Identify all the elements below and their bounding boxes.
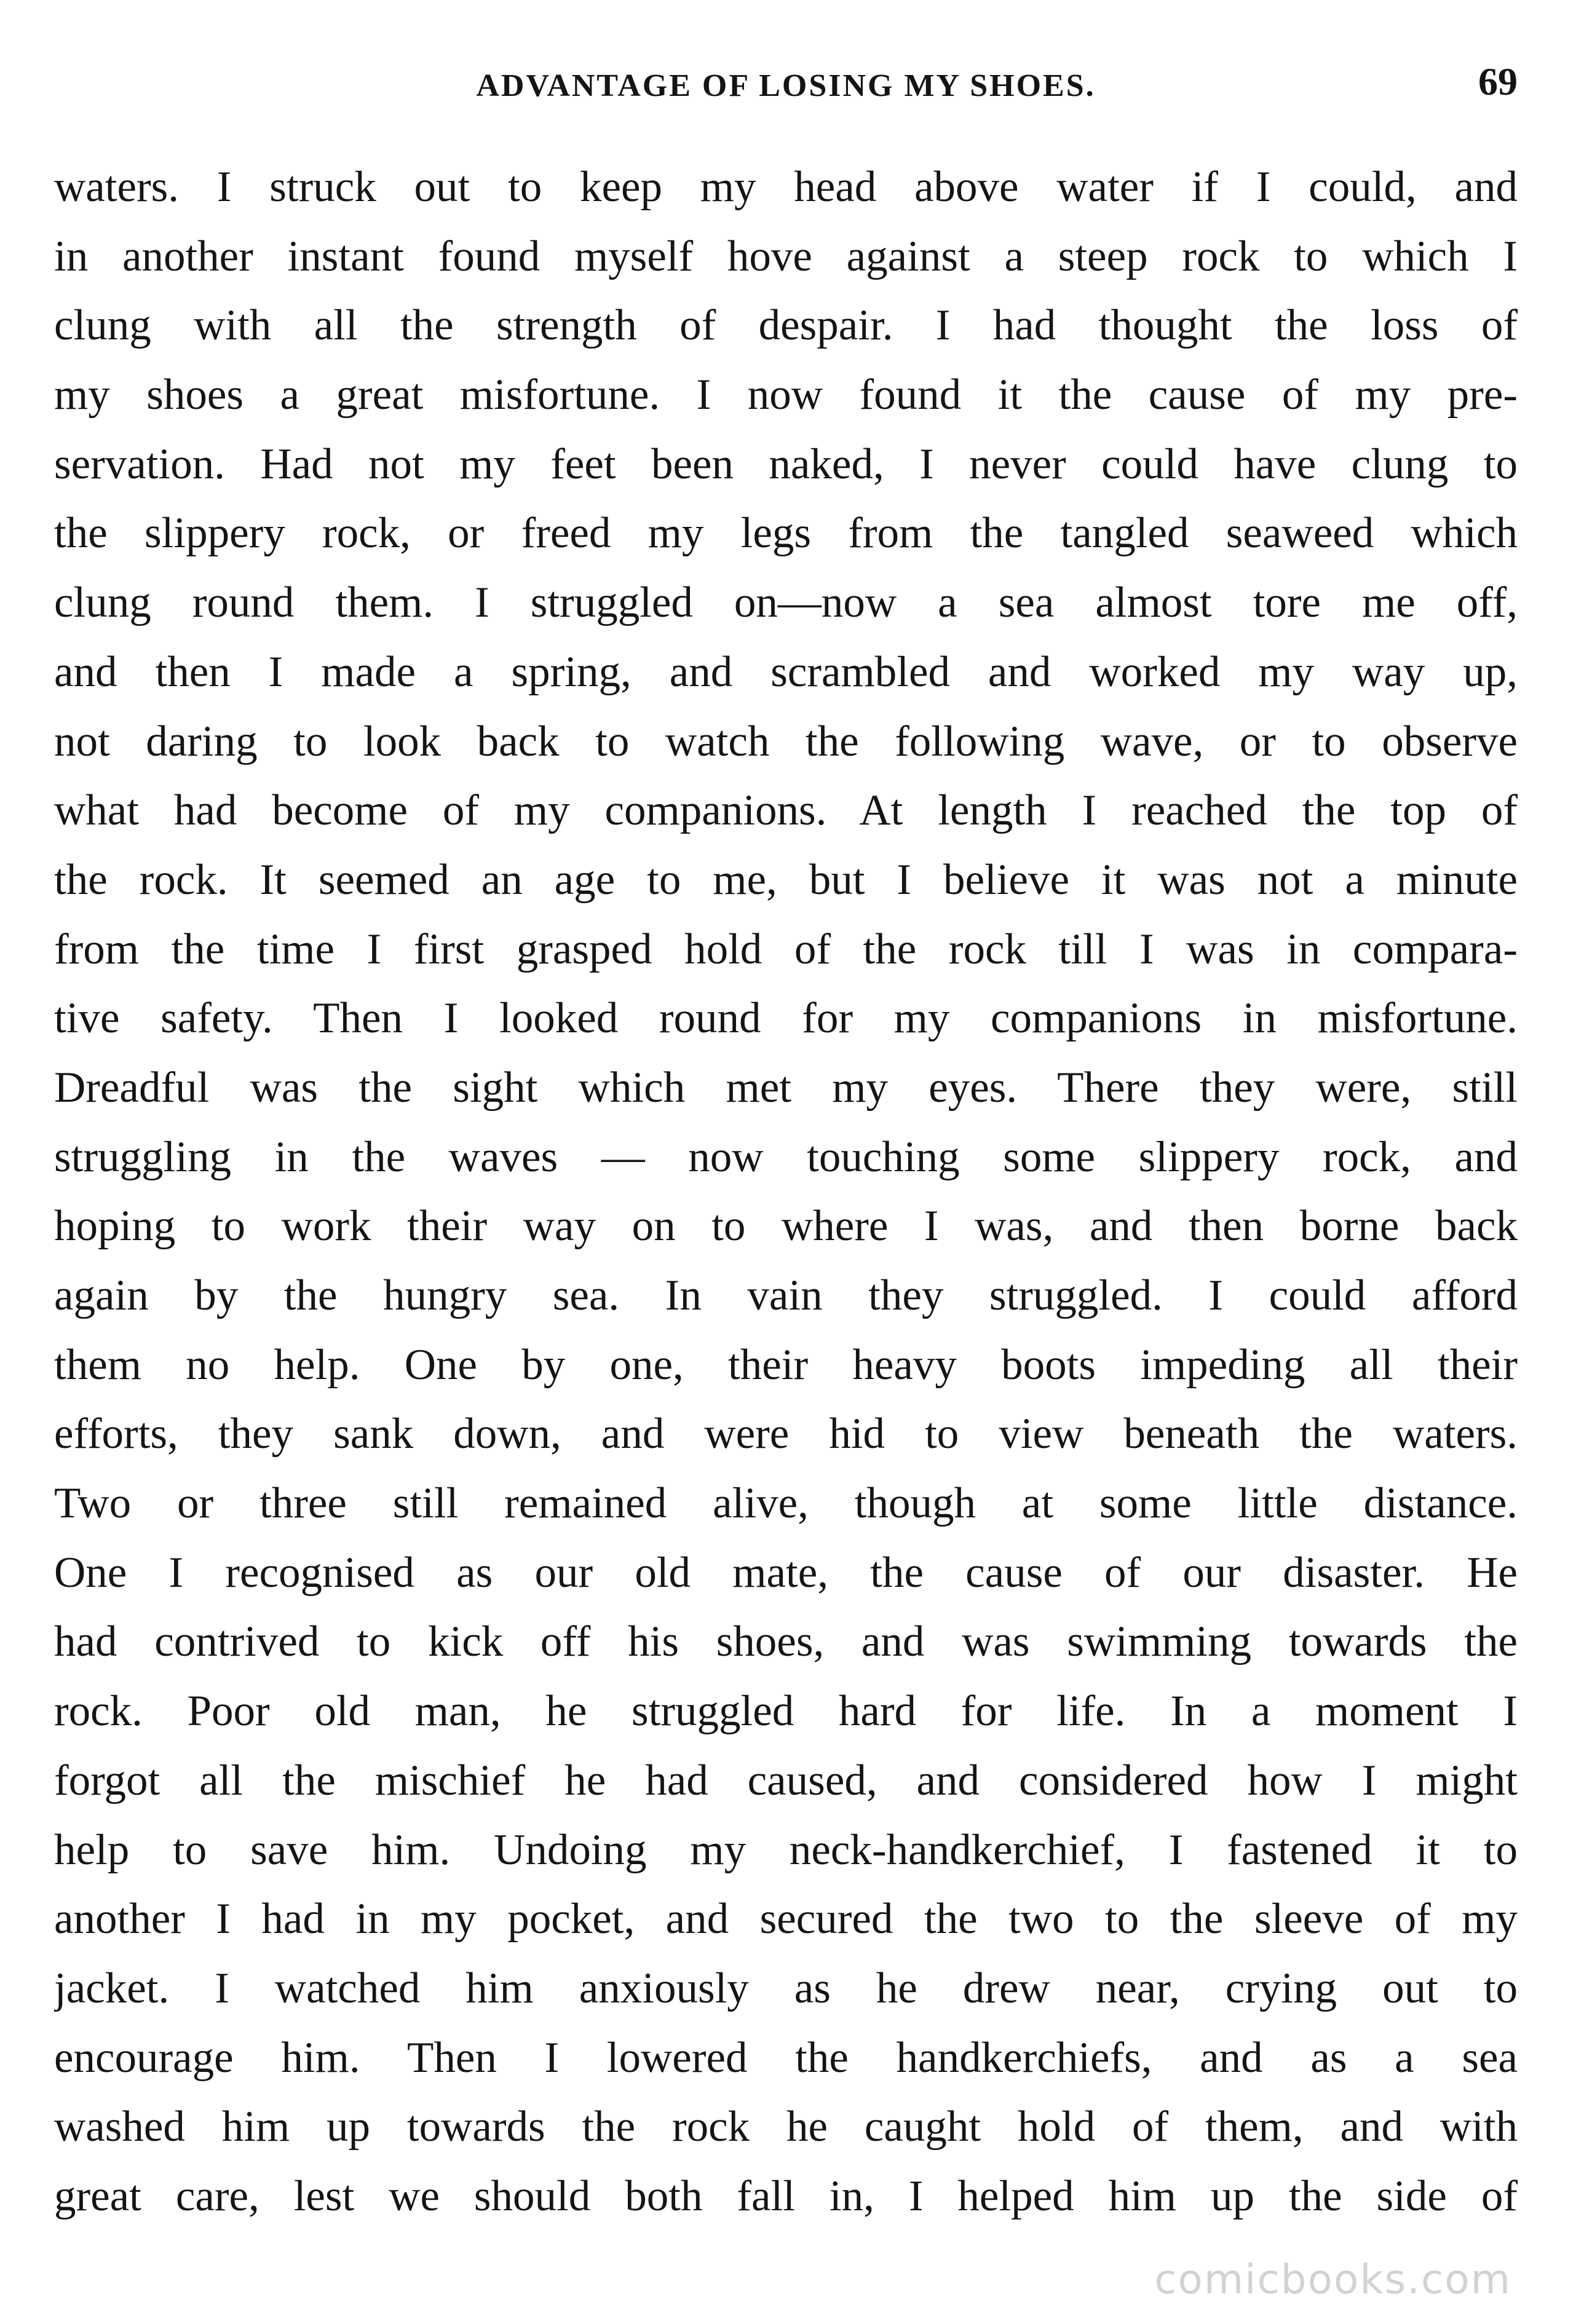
- text-line: help to save him. Undoing my neck-handkerchief, I fastened it to: [54, 1825, 1518, 1874]
- text-line: clung with all the strength of despair. I had thought the loss of: [54, 301, 1518, 350]
- text-line: what had become of my companions. At length I reached the top of: [54, 786, 1518, 835]
- text-line: not daring to look back to watch the following wave, or to observe: [54, 717, 1518, 765]
- text-line: had contrived to kick off his shoes, and was swimming towards the: [54, 1618, 1518, 1666]
- text-line: another I had in my pocket, and secured the two to the sleeve of my: [54, 1895, 1518, 1943]
- page-number: 69: [1478, 60, 1518, 103]
- text-line: great care, lest we should both fall in, I helped him up the side of: [54, 2172, 1518, 2220]
- text-line: the slippery rock, or freed my legs from the tangled seaweed which: [54, 509, 1518, 558]
- text-line: them no help. One by one, their heavy boots impeding all their: [54, 1340, 1518, 1389]
- text-line: in another instant found myself hove against a steep rock to which I: [54, 232, 1518, 280]
- text-line: tive safety. Then I looked round for my companions in misfortune.: [54, 994, 1518, 1043]
- text-line: Two or three still remained alive, though at some little distance.: [54, 1479, 1518, 1528]
- body-text: [54, 152, 1518, 2231]
- text-line: and then I made a spring, and scrambled and worked my way up,: [54, 647, 1518, 696]
- text-line: clung round them. I struggled on—now a sea almost tore me off,: [54, 579, 1518, 627]
- text-line: the rock. It seemed an age to me, but I believe it was not a minute: [54, 855, 1518, 904]
- text-line: Dreadful was the sight which met my eyes. There they were, still: [54, 1063, 1518, 1112]
- text-line: forgot all the mischief he had caused, and considered how I might: [54, 1756, 1518, 1804]
- text-line: hoping to work their way on to where I was, and then borne back: [54, 1202, 1518, 1251]
- text-line: struggling in the waves — now touching some slippery rock, and: [54, 1132, 1518, 1181]
- page-header: [54, 59, 1518, 121]
- text-line: washed him up towards the rock he caught hold of them, and with: [54, 2103, 1518, 2151]
- text-line: waters. I struck out to keep my head above water if I could, and: [54, 163, 1518, 211]
- text-line: encourage him. Then I lowered the handkerchiefs, and as a sea: [54, 2033, 1518, 2082]
- text-line: servation. Had not my feet been naked, I never could have clung to: [54, 440, 1518, 488]
- text-line: jacket. I watched him anxiously as he drew near, crying out to: [54, 1964, 1518, 2012]
- text-line: efforts, they sank down, and were hid to view beneath the waters.: [54, 1410, 1518, 1458]
- running-head: ADVANTAGE OF LOSING MY SHOES.: [476, 68, 1096, 103]
- watermark: comicbooks.com: [1154, 2256, 1511, 2303]
- text-line: rock. Poor old man, he struggled hard for life. In a moment I: [54, 1687, 1518, 1736]
- text-line: from the time I first grasped hold of the rock till I was in compara-: [54, 925, 1518, 973]
- text-line: again by the hungry sea. In vain they struggled. I could afford: [54, 1271, 1518, 1319]
- text-line: One I recognised as our old mate, the cause of our disaster. He: [54, 1548, 1518, 1597]
- text-line: my shoes a great misfortune. I now found it the cause of my pre-: [54, 371, 1518, 419]
